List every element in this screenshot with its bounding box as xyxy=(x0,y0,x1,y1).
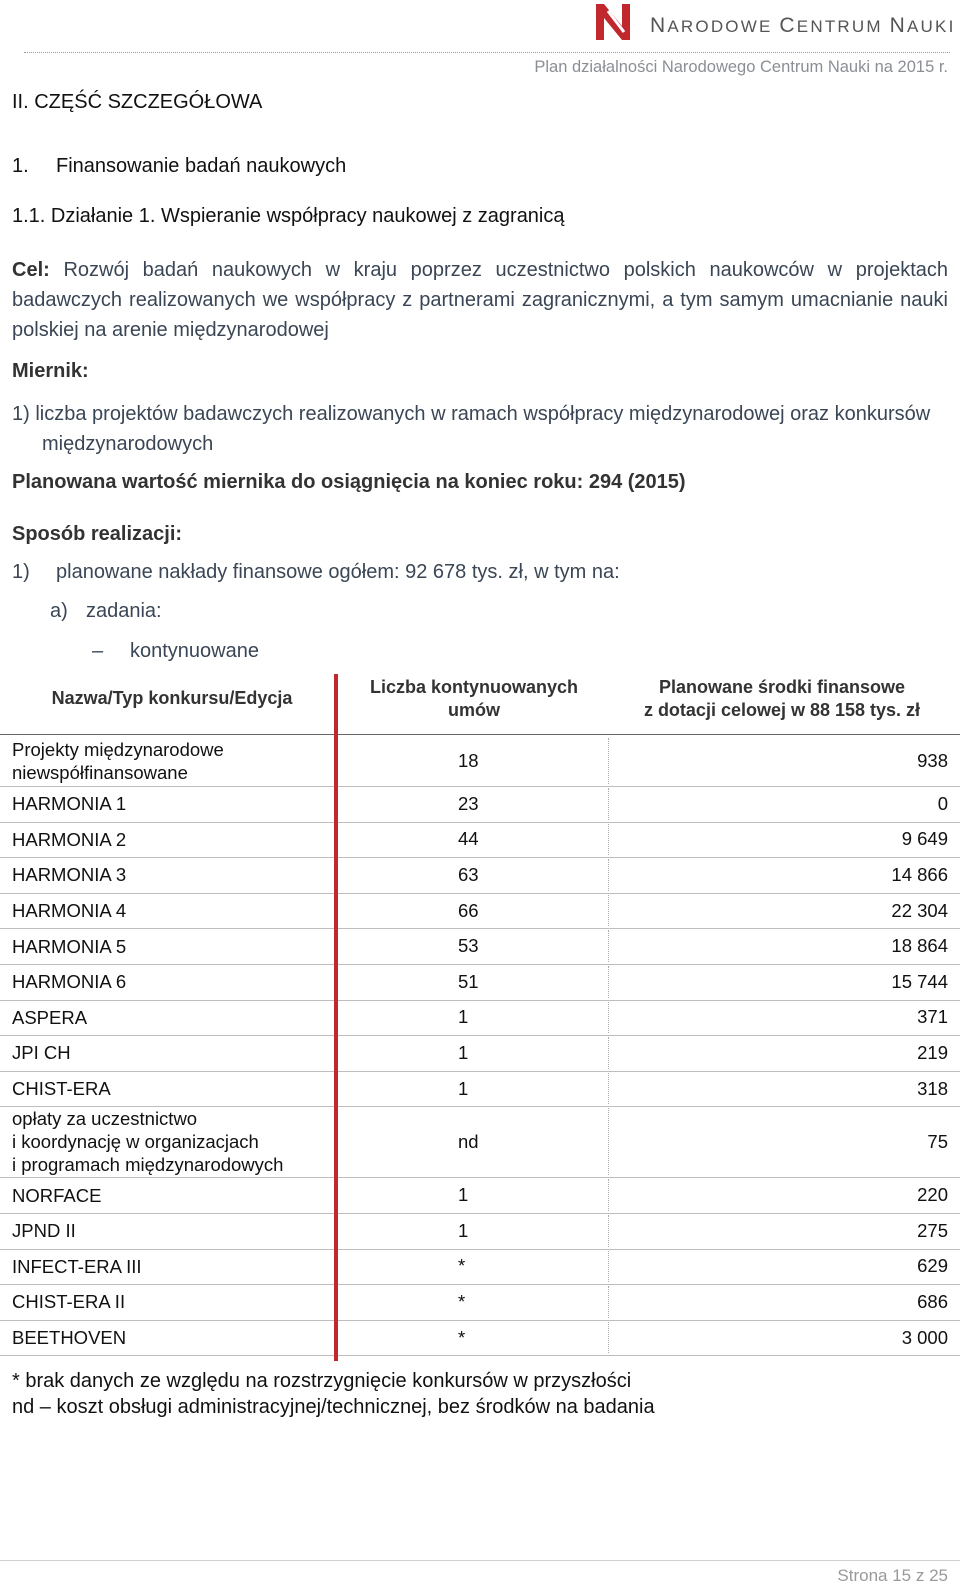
org-name-rest: AUKI xyxy=(907,17,956,36)
table-row xyxy=(0,786,960,823)
column-separator xyxy=(608,1322,609,1354)
org-name-initial: N xyxy=(889,14,908,37)
column-separator xyxy=(608,788,609,820)
tasks-item xyxy=(50,600,162,623)
row-name xyxy=(12,1326,126,1349)
row-name-line: opłaty za uczestnictwo xyxy=(12,1108,198,1130)
row-name-line: HARMONIA 2 xyxy=(12,828,127,850)
column-separator xyxy=(608,1179,609,1211)
row-amount: 371 xyxy=(917,1006,948,1028)
row-name-line: niewspółfinansowane xyxy=(12,762,188,783)
col-header-count-line: umów xyxy=(448,700,500,720)
implementation-label: Sposób realizacji: xyxy=(12,523,183,545)
row-count: 66 xyxy=(458,899,479,921)
row-amount: 0 xyxy=(937,792,948,814)
col-header-amount-line: Planowane środki finansowe xyxy=(658,677,906,697)
table-row xyxy=(0,1249,960,1286)
org-name-rest: ENTRUM xyxy=(796,17,890,36)
row-name xyxy=(12,1107,283,1176)
footnote-star: * brak danych ze względu na rozstrzygnięcie konkursów w przyszłości xyxy=(12,1370,632,1392)
row-name-line: CHIST-ERA xyxy=(12,1078,111,1100)
col-header-amount-line: z dotacji celowej w 88 158 tys. zł xyxy=(643,700,921,720)
table-row xyxy=(0,1000,960,1037)
row-count: 44 xyxy=(458,828,479,850)
planned-value: Planowana wartość miernika do osiągnięcia na koniec roku: 294 (2015) xyxy=(12,471,686,493)
row-count: 1 xyxy=(458,1077,469,1099)
row-name xyxy=(12,935,126,958)
row-count: * xyxy=(458,1326,466,1348)
row-name-line: INFECT-ERA III xyxy=(12,1255,142,1277)
row-name xyxy=(12,1006,87,1029)
row-count: 1 xyxy=(458,1219,469,1241)
row-amount: 15 744 xyxy=(891,970,948,992)
table-header-divider xyxy=(0,734,960,735)
dash-bullet: – xyxy=(92,640,104,662)
row-name xyxy=(12,899,126,922)
table-row xyxy=(0,1177,960,1214)
table-row xyxy=(0,893,960,930)
goal-paragraph xyxy=(12,255,948,345)
table-accent-bar xyxy=(334,674,338,1361)
column-separator xyxy=(608,1002,609,1034)
org-name-initial: C xyxy=(779,14,797,37)
column-separator xyxy=(608,930,609,962)
org-name-initial: N xyxy=(650,14,668,37)
column-separator xyxy=(608,895,609,927)
measure-label: Miernik: xyxy=(12,360,89,382)
row-name-line: Projekty międzynarodowe xyxy=(12,739,224,760)
column-separator xyxy=(608,1073,609,1105)
goal-label: Cel: xyxy=(12,259,50,281)
row-name xyxy=(12,863,126,886)
part-heading: II. CZĘŚĆ SZCZEGÓŁOWA xyxy=(12,91,263,113)
row-name-line: HARMONIA 6 xyxy=(12,971,127,993)
row-amount: 219 xyxy=(917,1041,948,1063)
row-name-line: i koordynację w organizacjach xyxy=(12,1131,259,1153)
row-name xyxy=(12,792,126,815)
col-header-name: Nazwa/Typ konkursu/Edycja xyxy=(51,688,293,708)
col-header-count-line: Liczba kontynuowanych xyxy=(369,677,579,697)
column-separator xyxy=(608,859,609,891)
row-name-line: HARMONIA 4 xyxy=(12,900,127,922)
row-amount: 3 000 xyxy=(901,1326,948,1348)
row-amount: 22 304 xyxy=(891,899,948,921)
row-amount: 275 xyxy=(917,1219,948,1241)
measure-item: 1) liczba projektów badawczych realizowanych w ramach współpracy międzynarodowej oraz konkursów międzynarodowych xyxy=(12,403,931,455)
row-name-line: CHIST-ERA II xyxy=(12,1291,126,1313)
row-name-line: JPND II xyxy=(12,1220,76,1242)
table-row xyxy=(0,1035,960,1072)
sub-number: a) xyxy=(50,600,68,622)
row-amount: 220 xyxy=(917,1184,948,1206)
item-number: 1) xyxy=(12,561,30,583)
row-count: 18 xyxy=(458,750,479,771)
table-row xyxy=(0,736,960,787)
row-amount: 18 864 xyxy=(891,935,948,957)
sub-text: zadania: xyxy=(86,600,162,622)
column-separator xyxy=(608,1108,609,1175)
row-amount: 629 xyxy=(917,1255,948,1277)
column-separator xyxy=(608,1215,609,1247)
footnote-nd: nd – koszt obsługi administracyjnej/technicznej, bez środków na badania xyxy=(12,1396,655,1418)
row-count: 1 xyxy=(458,1041,469,1063)
row-amount: 938 xyxy=(917,750,948,771)
row-count: 63 xyxy=(458,863,479,885)
row-count: 53 xyxy=(458,935,479,957)
row-name xyxy=(12,738,224,784)
table-row xyxy=(0,1284,960,1321)
org-name-rest: ARODOWE xyxy=(667,17,780,36)
table-row xyxy=(0,1213,960,1250)
section-title: Finansowanie badań naukowych xyxy=(56,155,347,177)
row-name-line: HARMONIA 5 xyxy=(12,935,127,957)
row-count: 1 xyxy=(458,1006,469,1028)
row-name xyxy=(12,828,126,851)
col-header-count xyxy=(340,676,608,722)
row-name xyxy=(12,970,126,993)
row-count: 1 xyxy=(458,1184,469,1206)
row-amount: 75 xyxy=(927,1130,948,1152)
continued-text: kontynuowane xyxy=(130,640,259,662)
goal-text: Rozwój badań naukowych w kraju poprzez uczestnictwo polskich naukowców w projektach badawczych realizowanych we współpracy z partnerami zagranicznymi, a tym samym umacnianie nauki polskiej na arenie międzynarodowej xyxy=(12,259,948,341)
row-name-line: BEETHOVEN xyxy=(12,1327,127,1349)
row-count: 51 xyxy=(458,970,479,992)
row-count: 23 xyxy=(458,792,479,814)
column-separator xyxy=(608,1037,609,1069)
row-name-line: JPI CH xyxy=(12,1042,71,1064)
continued-item xyxy=(92,640,259,663)
section-number: 1. xyxy=(12,155,29,177)
row-name xyxy=(12,1255,142,1278)
row-count: nd xyxy=(458,1130,479,1152)
footer-divider xyxy=(0,1560,960,1561)
table-row xyxy=(0,1071,960,1108)
col-header-amount xyxy=(612,676,952,722)
row-name-line: HARMONIA 3 xyxy=(12,864,127,886)
row-name xyxy=(12,1184,101,1207)
ncn-logo xyxy=(594,2,632,42)
row-amount: 686 xyxy=(917,1290,948,1312)
row-name-line: HARMONIA 1 xyxy=(12,793,127,815)
row-name-line: ASPERA xyxy=(12,1006,88,1028)
row-name xyxy=(12,1290,125,1313)
header-divider xyxy=(24,52,950,53)
column-separator xyxy=(608,1286,609,1318)
organization-name xyxy=(650,14,956,38)
table-row xyxy=(0,964,960,1001)
row-name xyxy=(12,1077,111,1100)
table-row xyxy=(0,857,960,894)
column-separator xyxy=(608,824,609,856)
table-row xyxy=(0,822,960,859)
row-name-line: NORFACE xyxy=(12,1184,102,1206)
row-count: * xyxy=(458,1290,466,1312)
row-name-line: i programach międzynarodowych xyxy=(12,1154,284,1176)
action-heading: 1.1. Działanie 1. Wspieranie współpracy naukowej z zagranicą xyxy=(12,205,565,227)
row-name xyxy=(12,1219,76,1242)
document-title: Plan działalności Narodowego Centrum Nauki na 2015 r. xyxy=(534,58,948,76)
row-amount: 9 649 xyxy=(901,828,948,850)
column-separator xyxy=(608,1251,609,1283)
row-count: * xyxy=(458,1255,466,1277)
table-row xyxy=(0,928,960,965)
section-heading xyxy=(12,155,346,178)
column-separator xyxy=(608,738,609,784)
item-text: planowane nakłady finansowe ogółem: 92 678 tys. zł, w tym na: xyxy=(56,561,620,583)
row-name xyxy=(12,1041,71,1064)
implementation-item xyxy=(12,561,620,584)
column-separator xyxy=(608,966,609,998)
table-row xyxy=(0,1106,960,1178)
table-row xyxy=(0,1320,960,1357)
page-number: Strona 15 z 25 xyxy=(837,1566,948,1585)
row-amount: 318 xyxy=(917,1077,948,1099)
row-amount: 14 866 xyxy=(891,863,948,885)
